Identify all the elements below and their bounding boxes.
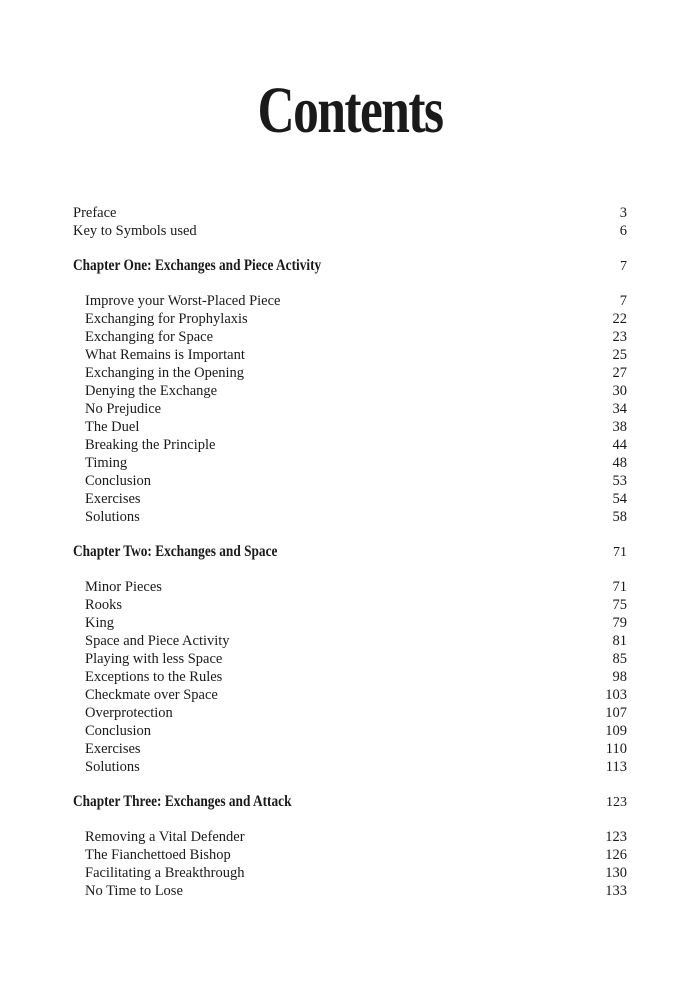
toc-section-entry-label: Facilitating a Breakthrough [85,865,245,881]
toc-section-entry [73,740,627,758]
toc-chapter-heading [73,793,627,811]
toc-section-entry-label: Minor Pieces [85,579,162,595]
toc-section-entry-page-number: 53 [612,473,627,489]
toc-section-entry-page-number: 126 [605,847,627,863]
toc-section-entry [73,346,627,364]
toc-chapter-heading [73,257,627,275]
toc-chapter-heading-label: Chapter One: Exchanges and Piece Activity [73,257,322,274]
toc-section-entry-page-number: 110 [605,741,627,757]
toc-section-entry-label: Exceptions to the Rules [85,669,223,685]
toc-section-entry [73,508,627,526]
toc-section-entry-page-number: 30 [612,383,627,399]
toc-section-entry [73,846,627,864]
toc-front-matter-entry-page-number: 3 [619,205,627,221]
toc-section-entry-page-number: 98 [612,669,627,685]
toc-section-entry-label: Exercises [85,491,141,507]
toc-section-entry [73,310,627,328]
toc-front-matter-entry-label: Key to Symbols used [73,223,197,239]
toc-section-entry-page-number: 85 [612,651,627,667]
toc-section-entry-label: Exchanging for Space [85,329,214,345]
toc-section-entry [73,400,627,418]
toc-section-entry-page-number: 54 [612,491,627,507]
toc-section-entry-page-number: 44 [612,437,627,453]
toc-section-entry [73,578,627,596]
toc-front-matter-entry [73,222,627,240]
toc-section-entry-page-number: 34 [612,401,627,417]
toc-section-entry [73,490,627,508]
page-title: Contents [257,74,443,147]
toc-section-entry-label: Overprotection [85,705,173,721]
toc-section-entry [73,292,627,310]
toc-section-entry [73,472,627,490]
toc-front-matter-entry-page-number: 6 [619,223,627,239]
toc-section-entry [73,722,627,740]
toc-section-entry [73,758,627,776]
toc-section-entry [73,882,627,900]
toc-section-entry-label: Breaking the Principle [85,437,216,453]
toc-section-entry [73,382,627,400]
toc-section-entry-label: Solutions [85,509,140,525]
toc-chapter-heading [73,543,627,561]
toc-section-entry-label: King [85,615,114,631]
toc-section-entry-page-number: 58 [612,509,627,525]
toc-section-entry-label: Timing [85,455,128,471]
toc-section-entry-page-number: 133 [605,883,627,899]
toc-chapter-heading-label: Chapter Two: Exchanges and Space [73,543,278,560]
toc-section-entry-page-number: 75 [612,597,627,613]
toc-section-entry [73,668,627,686]
toc-section-entry-label: No Prejudice [85,401,162,417]
toc-section-entry-page-number: 22 [612,311,627,327]
toc-chapter-heading-page-number: 71 [613,545,627,560]
toc-section-entry-label: Exercises [85,741,141,757]
toc-section-entry-label: Checkmate over Space [85,687,218,703]
toc-section-entry-label: Denying the Exchange [85,383,218,399]
toc-section-entry-page-number: 107 [605,705,627,721]
toc-chapter-heading-label: Chapter Three: Exchanges and Attack [73,793,292,810]
toc-front-matter-entry [73,204,627,222]
toc-section-entry [73,418,627,436]
toc-section-entry-label: Rooks [85,597,123,613]
toc-section-entry [73,436,627,454]
toc-section-entry [73,864,627,882]
toc-section-entry-label: Space and Piece Activity [85,633,230,649]
toc-section-entry-label: Conclusion [85,473,152,489]
toc-section-entry-page-number: 130 [605,865,627,881]
toc-section-entry-page-number: 113 [605,759,627,775]
table-of-contents [73,204,627,900]
toc-section-entry [73,328,627,346]
toc-section-entry-label: Improve your Worst-Placed Piece [85,293,281,309]
toc-section-entry [73,454,627,472]
toc-section-entry [73,650,627,668]
toc-section-entry-page-number: 25 [612,347,627,363]
toc-section-entry-label: No Time to Lose [85,883,183,899]
toc-section-entry [73,596,627,614]
toc-section-entry [73,686,627,704]
toc-section-entry-page-number: 27 [612,365,627,381]
toc-section-entry [73,828,627,846]
toc-section-entry-page-number: 71 [612,579,627,595]
toc-section-entry-label: The Fianchettoed Bishop [85,847,231,863]
toc-chapter-heading-page-number: 123 [606,795,627,810]
toc-section-entry-page-number: 79 [612,615,627,631]
toc-section-entry-label: Exchanging in the Opening [85,365,245,381]
toc-chapter-heading-page-number: 7 [620,259,627,274]
toc-section-entry-page-number: 48 [612,455,627,471]
toc-section-entry [73,364,627,382]
toc-section-entry-page-number: 7 [619,293,627,309]
toc-section-entry-page-number: 123 [605,829,627,845]
toc-section-entry-page-number: 38 [612,419,627,435]
toc-section-entry-label: Playing with less Space [85,651,223,667]
toc-section-entry-label: What Remains is Important [85,347,245,363]
toc-section-entry-label: The Duel [85,419,140,435]
toc-section-entry-page-number: 109 [605,723,627,739]
toc-section-entry [73,614,627,632]
toc-section-entry-page-number: 23 [612,329,627,345]
toc-front-matter-entry-label: Preface [73,205,117,221]
toc-section-entry [73,632,627,650]
toc-section-entry-label: Solutions [85,759,140,775]
toc-section-entry-page-number: 81 [612,633,627,649]
toc-section-entry-label: Removing a Vital Defender [85,829,245,845]
toc-section-entry [73,704,627,722]
toc-section-entry-page-number: 103 [605,687,627,703]
toc-section-entry-label: Conclusion [85,723,152,739]
toc-section-entry-label: Exchanging for Prophylaxis [85,311,248,327]
